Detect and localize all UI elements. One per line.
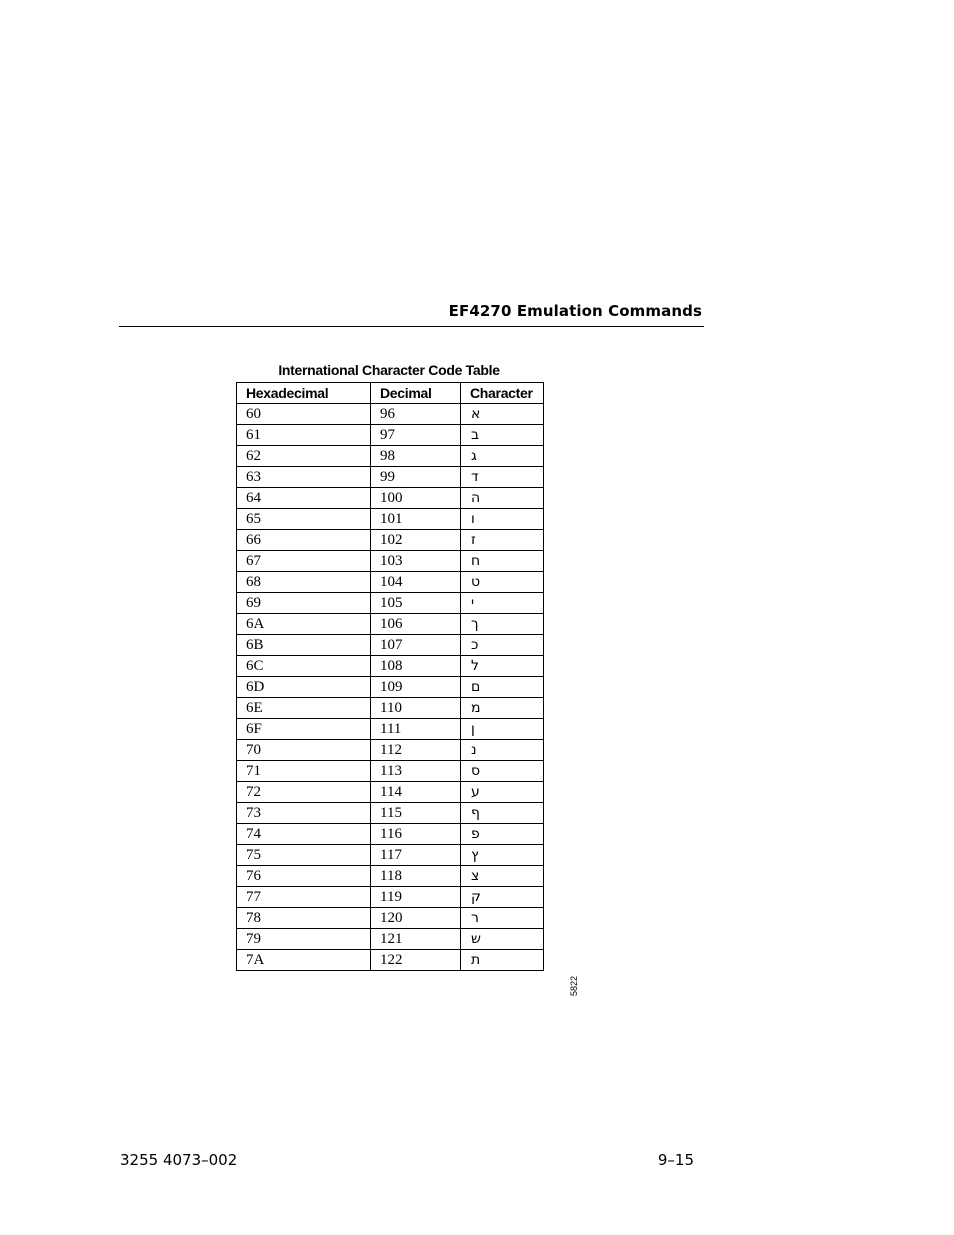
character-cell: ף bbox=[461, 803, 544, 824]
character-cell: ג bbox=[461, 446, 544, 467]
character-cell: ב bbox=[461, 425, 544, 446]
decimal-cell: 99 bbox=[371, 467, 461, 488]
table-row bbox=[237, 740, 544, 761]
character-cell: ד bbox=[461, 467, 544, 488]
hex-cell: 74 bbox=[237, 824, 371, 845]
decimal-cell: 113 bbox=[371, 761, 461, 782]
hex-cell: 6E bbox=[237, 698, 371, 719]
table-row bbox=[237, 908, 544, 929]
decimal-cell: 97 bbox=[371, 425, 461, 446]
decimal-cell: 105 bbox=[371, 593, 461, 614]
decimal-cell: 100 bbox=[371, 488, 461, 509]
hex-cell: 66 bbox=[237, 530, 371, 551]
table-row bbox=[237, 950, 544, 971]
hex-cell: 72 bbox=[237, 782, 371, 803]
hex-cell: 65 bbox=[237, 509, 371, 530]
character-cell: פ bbox=[461, 824, 544, 845]
hex-cell: 67 bbox=[237, 551, 371, 572]
character-cell: צ bbox=[461, 866, 544, 887]
character-cell: א bbox=[461, 404, 544, 425]
table-row bbox=[237, 677, 544, 698]
decimal-cell: 112 bbox=[371, 740, 461, 761]
table-row bbox=[237, 887, 544, 908]
table-row bbox=[237, 425, 544, 446]
page-header-title: EF4270 Emulation Commands bbox=[448, 302, 702, 320]
hex-cell: 7A bbox=[237, 950, 371, 971]
table-row bbox=[237, 782, 544, 803]
character-cell: ו bbox=[461, 509, 544, 530]
table-row bbox=[237, 719, 544, 740]
decimal-cell: 110 bbox=[371, 698, 461, 719]
table-row bbox=[237, 593, 544, 614]
hex-cell: 6C bbox=[237, 656, 371, 677]
table-row bbox=[237, 446, 544, 467]
character-cell: ן bbox=[461, 719, 544, 740]
decimal-cell: 111 bbox=[371, 719, 461, 740]
decimal-cell: 119 bbox=[371, 887, 461, 908]
decimal-cell: 96 bbox=[371, 404, 461, 425]
decimal-cell: 116 bbox=[371, 824, 461, 845]
character-cell: ה bbox=[461, 488, 544, 509]
hex-cell: 6B bbox=[237, 635, 371, 656]
character-cell: ק bbox=[461, 887, 544, 908]
character-cell: י bbox=[461, 593, 544, 614]
table-row bbox=[237, 551, 544, 572]
character-cell: ט bbox=[461, 572, 544, 593]
character-cell: נ bbox=[461, 740, 544, 761]
table-row bbox=[237, 509, 544, 530]
decimal-cell: 118 bbox=[371, 866, 461, 887]
hex-cell: 64 bbox=[237, 488, 371, 509]
character-cell: מ bbox=[461, 698, 544, 719]
decimal-cell: 117 bbox=[371, 845, 461, 866]
hex-cell: 6F bbox=[237, 719, 371, 740]
table-row bbox=[237, 845, 544, 866]
character-cell: ע bbox=[461, 782, 544, 803]
hex-cell: 78 bbox=[237, 908, 371, 929]
footer-document-number: 3255 4073–002 bbox=[120, 1151, 238, 1169]
character-cell: ש bbox=[461, 929, 544, 950]
decimal-cell: 107 bbox=[371, 635, 461, 656]
decimal-cell: 109 bbox=[371, 677, 461, 698]
table-row bbox=[237, 761, 544, 782]
table-row bbox=[237, 404, 544, 425]
character-cell: ת bbox=[461, 950, 544, 971]
header-rule bbox=[119, 326, 704, 327]
table-row bbox=[237, 929, 544, 950]
table-row bbox=[237, 698, 544, 719]
table-row bbox=[237, 656, 544, 677]
table-row bbox=[237, 467, 544, 488]
table-row bbox=[237, 614, 544, 635]
table-caption: International Character Code Table bbox=[278, 362, 500, 378]
table-row bbox=[237, 866, 544, 887]
character-cell: כ bbox=[461, 635, 544, 656]
decimal-cell: 104 bbox=[371, 572, 461, 593]
hex-cell: 70 bbox=[237, 740, 371, 761]
decimal-cell: 108 bbox=[371, 656, 461, 677]
hex-cell: 60 bbox=[237, 404, 371, 425]
character-cell: ח bbox=[461, 551, 544, 572]
decimal-cell: 115 bbox=[371, 803, 461, 824]
hex-cell: 6A bbox=[237, 614, 371, 635]
hex-cell: 62 bbox=[237, 446, 371, 467]
table-row bbox=[237, 824, 544, 845]
footer-page-number: 9–15 bbox=[657, 1151, 694, 1169]
table-row bbox=[237, 488, 544, 509]
decimal-cell: 102 bbox=[371, 530, 461, 551]
hex-cell: 76 bbox=[237, 866, 371, 887]
decimal-cell: 101 bbox=[371, 509, 461, 530]
hex-cell: 6D bbox=[237, 677, 371, 698]
character-cell: ז bbox=[461, 530, 544, 551]
hex-cell: 77 bbox=[237, 887, 371, 908]
column-header-character: Character bbox=[461, 383, 544, 404]
character-cell: ל bbox=[461, 656, 544, 677]
table-header-row bbox=[237, 383, 544, 404]
character-cell: ץ bbox=[461, 845, 544, 866]
character-cell: ס bbox=[461, 761, 544, 782]
figure-number: 5822 bbox=[569, 975, 579, 996]
decimal-cell: 106 bbox=[371, 614, 461, 635]
decimal-cell: 122 bbox=[371, 950, 461, 971]
character-cell: ר bbox=[461, 908, 544, 929]
character-code-table bbox=[236, 382, 544, 971]
decimal-cell: 98 bbox=[371, 446, 461, 467]
hex-cell: 75 bbox=[237, 845, 371, 866]
character-cell: ך bbox=[461, 614, 544, 635]
decimal-cell: 120 bbox=[371, 908, 461, 929]
hex-cell: 71 bbox=[237, 761, 371, 782]
column-header-decimal: Decimal bbox=[371, 383, 461, 404]
hex-cell: 63 bbox=[237, 467, 371, 488]
table-row bbox=[237, 635, 544, 656]
table-body bbox=[237, 404, 544, 971]
decimal-cell: 114 bbox=[371, 782, 461, 803]
table-row bbox=[237, 530, 544, 551]
table-row bbox=[237, 803, 544, 824]
column-header-hexadecimal: Hexadecimal bbox=[237, 383, 371, 404]
hex-cell: 79 bbox=[237, 929, 371, 950]
hex-cell: 68 bbox=[237, 572, 371, 593]
decimal-cell: 121 bbox=[371, 929, 461, 950]
hex-cell: 73 bbox=[237, 803, 371, 824]
decimal-cell: 103 bbox=[371, 551, 461, 572]
table-row bbox=[237, 572, 544, 593]
hex-cell: 61 bbox=[237, 425, 371, 446]
character-cell: ם bbox=[461, 677, 544, 698]
hex-cell: 69 bbox=[237, 593, 371, 614]
